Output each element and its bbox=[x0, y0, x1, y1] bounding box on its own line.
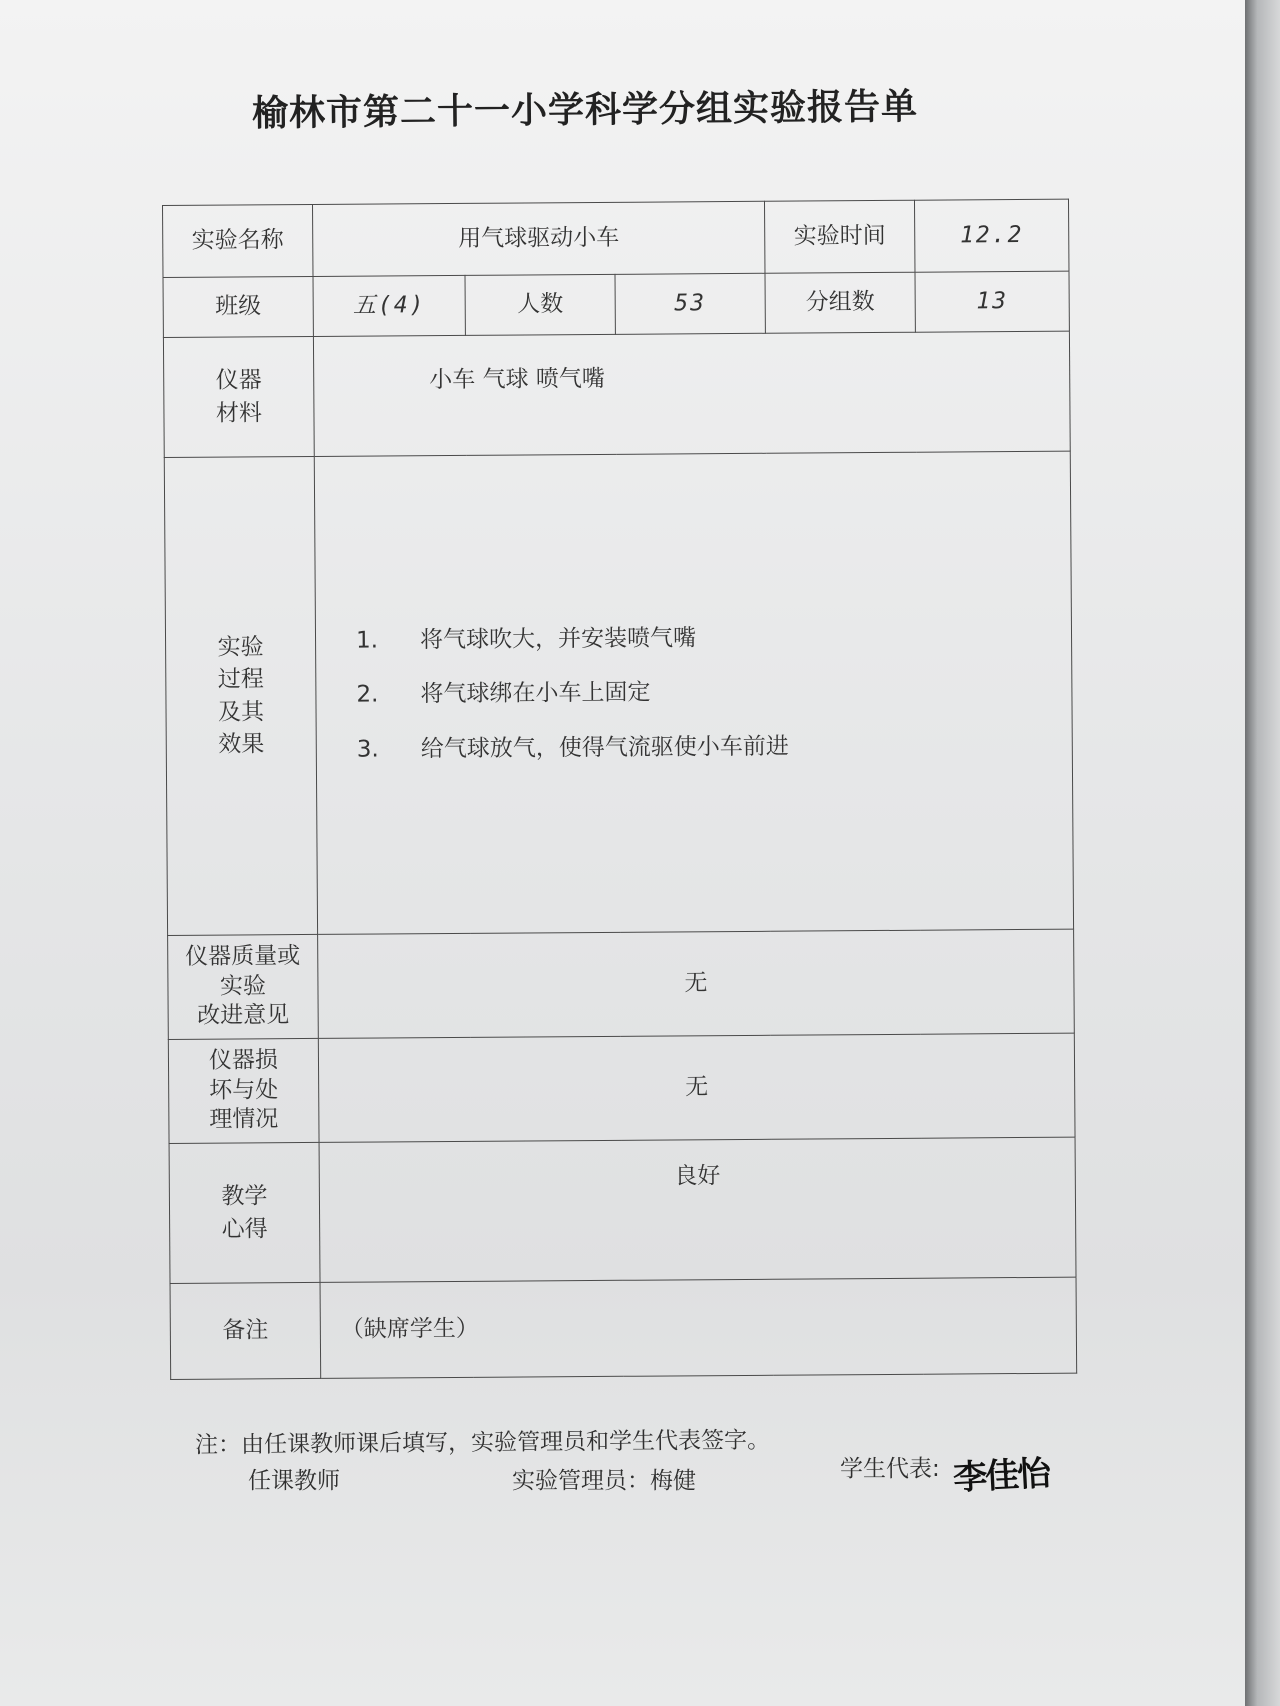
row-equipment bbox=[163, 331, 1070, 457]
value-teaching: 良好 bbox=[319, 1137, 1076, 1282]
label-experiment-name: 实验名称 bbox=[163, 204, 313, 277]
value-people: 53 bbox=[615, 273, 765, 334]
report-form-table bbox=[162, 199, 1077, 1380]
value-remarks: （缺席学生） bbox=[320, 1277, 1077, 1378]
process-step: 1. 将气球吹大，并安装喷气嘴 bbox=[355, 625, 697, 654]
row-class-info bbox=[163, 271, 1069, 337]
label-people: 人数 bbox=[465, 274, 615, 335]
label-remarks: 备注 bbox=[170, 1282, 321, 1379]
label-process: 实验 过程 及其 效果 bbox=[164, 456, 317, 935]
footer-note: 注：由任课教师课后填写，实验管理员和学生代表签字。 bbox=[194, 1427, 771, 1459]
document-title: 榆林市第二十一小学科学分组实验报告单 bbox=[251, 86, 919, 135]
value-process bbox=[314, 451, 1073, 934]
teacher-signature-label: 任课教师 bbox=[248, 1468, 340, 1494]
paper-edge-shadow bbox=[1245, 0, 1280, 1706]
row-quality bbox=[168, 929, 1075, 1039]
student-handwritten-signature: 李佳怡 bbox=[952, 1453, 1051, 1499]
label-damage: 仪器损 坏与处 理情况 bbox=[168, 1038, 319, 1143]
row-process bbox=[164, 451, 1073, 935]
value-damage: 无 bbox=[318, 1033, 1075, 1142]
value-quality: 无 bbox=[318, 929, 1075, 1038]
value-equipment: 小车 气球 喷气嘴 bbox=[313, 331, 1070, 456]
row-remarks bbox=[170, 1277, 1077, 1379]
label-equipment: 仪器 材料 bbox=[163, 336, 314, 457]
label-teaching: 教学 心得 bbox=[169, 1142, 320, 1283]
label-experiment-time: 实验时间 bbox=[764, 200, 914, 273]
value-experiment-time: 12.2 bbox=[914, 199, 1068, 272]
value-class: 五(4) bbox=[313, 275, 465, 336]
process-step: 2. 将气球绑在小车上固定 bbox=[356, 680, 651, 709]
admin-signature-label: 实验管理员：梅健 bbox=[512, 1468, 696, 1494]
row-teaching bbox=[169, 1137, 1076, 1283]
label-class: 班级 bbox=[163, 276, 313, 337]
value-experiment-name: 用气球驱动小车 bbox=[312, 201, 764, 276]
label-quality: 仪器质量或 实验 改进意见 bbox=[168, 934, 319, 1039]
row-damage bbox=[168, 1033, 1075, 1143]
student-signature-label: 学生代表: bbox=[840, 1456, 940, 1482]
value-groups: 13 bbox=[915, 271, 1069, 332]
row-experiment-name bbox=[163, 199, 1069, 277]
process-step: 3. 给气球放气，使得气流驱使小车前进 bbox=[356, 733, 789, 763]
process-steps-list bbox=[316, 620, 1072, 766]
label-groups: 分组数 bbox=[765, 272, 915, 333]
